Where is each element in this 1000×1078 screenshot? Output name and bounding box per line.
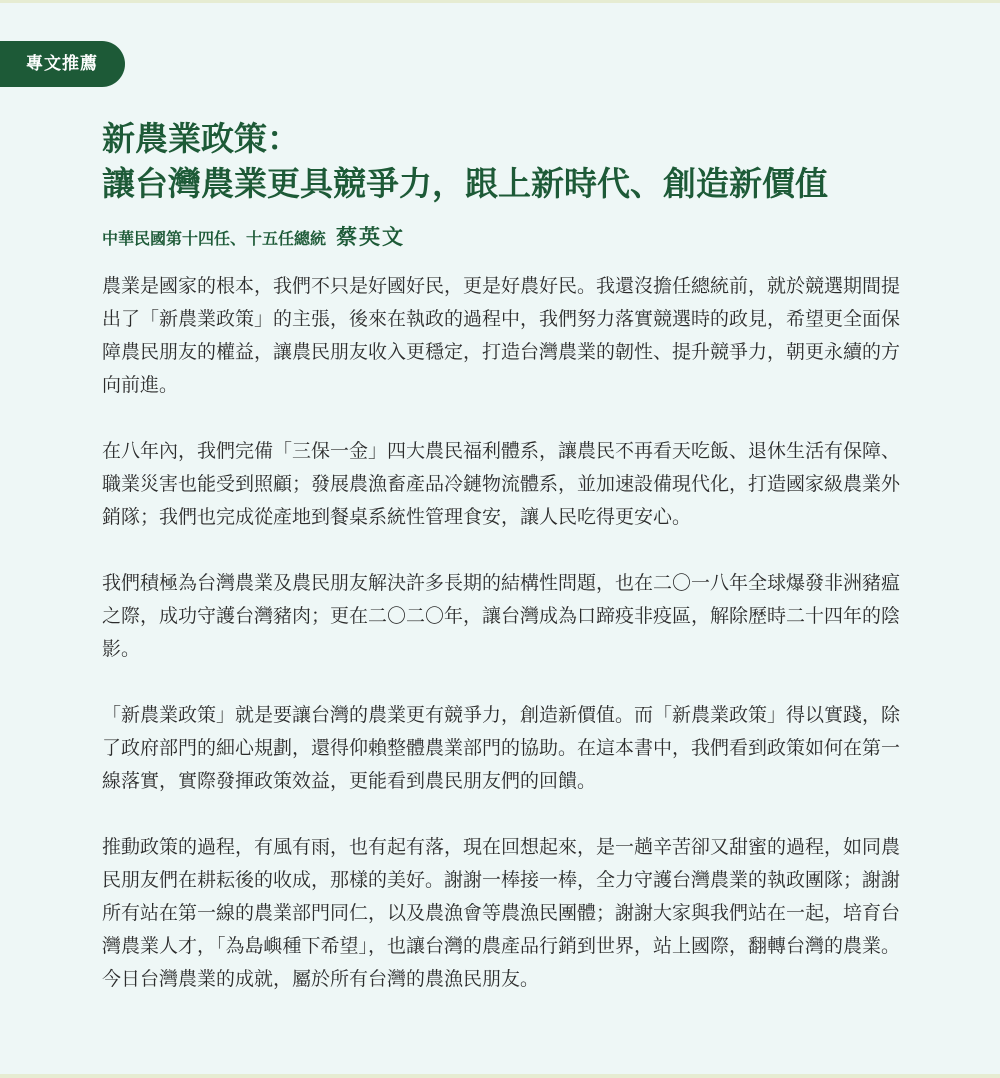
title-line-2: 讓台灣農業更具競爭力，跟上新時代、創造新價值 (102, 164, 828, 203)
article-body (102, 270, 900, 996)
byline-name: 蔡英文 (336, 224, 406, 249)
paragraph-1: 農業是國家的根本，我們不只是好國好民，更是好農好民。我還沒擔任總統前，就於競選期間提出了「新農業政策」的主張，後來在執政的過程中，我們努力落實競選時的政見，希望更全面保障農民朋友的權益，讓農民朋友收入更穩定，打造台灣農業的韌性、提升競爭力，朝更永續的方向前進。 (102, 275, 901, 396)
title-line-1: 新農業政策： (102, 119, 300, 158)
top-border (0, 0, 1000, 3)
article-title (102, 116, 962, 206)
paragraph-5: 推動政策的過程，有風有雨，也有起有落，現在回想起來，是一趟辛苦卻又甜蜜的過程，如同農民朋友們在耕耘後的收成，那樣的美好。謝謝一棒接一棒，全力守護台灣農業的執政團隊；謝謝所有站在第一線的農業部門同仁，以及農漁會等農漁民團體；謝謝大家與我們站在一起，培育台灣農業人才，「為島嶼種下希望」，也讓台灣的農產品行銷到世界，站上國際，翻轉台灣的農業。 (102, 836, 901, 957)
paragraph-4: 「新農業政策」就是要讓台灣的農業更有競爭力，創造新價值。而「新農業政策」得以實踐，除了政府部門的細心規劃，還得仰賴整體農業部門的協助。在這本書中，我們看到政策如何在第一線落實，實際發揮政策效益，更能看到農民朋友們的回饋。 (102, 704, 901, 792)
paragraph-3: 我們積極為台灣農業及農民朋友解決許多長期的結構性問題，也在二〇一八年全球爆發非洲豬瘟之際，成功守護台灣豬肉；更在二〇二〇年，讓台灣成為口蹄疫非疫區，解除歷時二十四年的陰影。 (102, 572, 901, 660)
paragraph-2: 在八年內，我們完備「三保一金」四大農民福利體系，讓農民不再看天吃飯、退休生活有保障、職業災害也能受到照顧；發展農漁畜產品冷鏈物流體系，並加速設備現代化，打造國家級農業外銷隊；我們也完成從產地到餐桌系統性管理食安，讓人民吃得更安心。 (102, 440, 901, 528)
bottom-border (0, 1074, 1000, 1078)
byline (102, 221, 405, 251)
paragraph-6: 今日台灣農業的成就，屬於所有台灣的農漁民朋友。 (102, 968, 540, 990)
byline-role: 中華民國第十四任、十五任總統 (102, 229, 327, 248)
section-tag: 專文推薦 (0, 41, 125, 87)
